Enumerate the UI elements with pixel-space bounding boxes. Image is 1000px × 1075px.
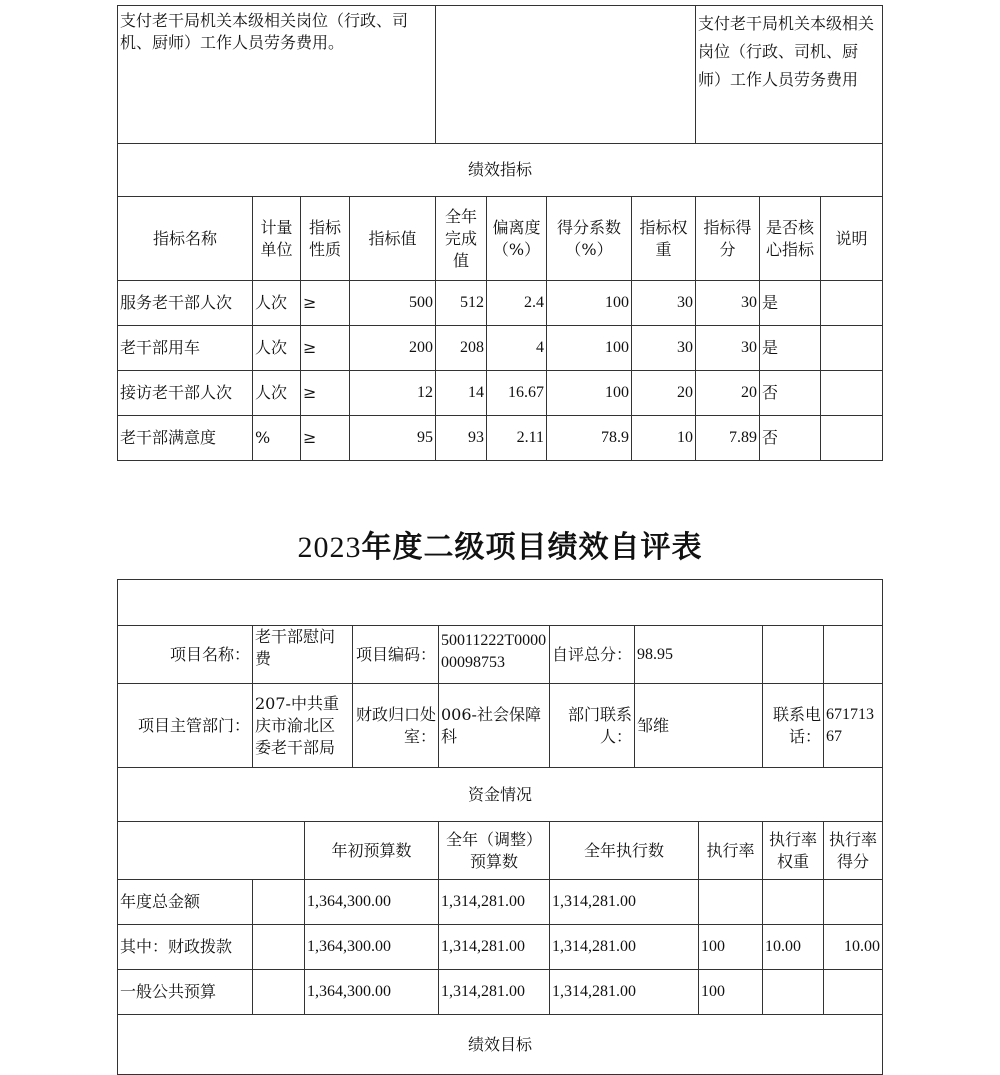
funds-score	[824, 880, 883, 925]
dept-label: 项目主管部门：	[118, 684, 253, 768]
cell-unit: 人次	[253, 326, 301, 371]
cell-is-core: 否	[760, 416, 821, 461]
header-indicator-name: 指标名称	[118, 197, 253, 281]
empty-cell	[118, 822, 305, 880]
phone-label: 联系电话：	[763, 684, 824, 768]
performance-indicator-table	[117, 5, 883, 461]
cell-name: 老干部满意度	[118, 416, 253, 461]
cell-is-core: 是	[760, 281, 821, 326]
table-row	[118, 416, 883, 461]
project-name-label: 项目名称：	[118, 626, 253, 684]
cell-note	[821, 371, 883, 416]
cell-deviation: 4	[487, 326, 547, 371]
empty-cell	[253, 925, 305, 970]
empty-cell	[436, 6, 696, 144]
funds-score: 10.00	[824, 925, 883, 970]
cell-name: 老干部用车	[118, 326, 253, 371]
header-initial-budget: 年初预算数	[305, 822, 439, 880]
blank-header-row	[118, 580, 883, 626]
cell-unit: 人次	[253, 371, 301, 416]
funds-weight	[763, 970, 824, 1015]
section-title-goals: 绩效目标	[118, 1015, 883, 1075]
cell-nature: ≥	[301, 371, 350, 416]
funds-executed: 1,314,281.00	[550, 925, 699, 970]
title-year: 2023	[297, 531, 362, 564]
funds-initial: 1,364,300.00	[305, 880, 439, 925]
self-score-value: 98.95	[635, 626, 763, 684]
funds-adjusted: 1,314,281.00	[439, 925, 550, 970]
dept-value: 207-中共重庆市渝北区委老干部局	[253, 684, 353, 768]
cell-coefficient: 100	[547, 281, 632, 326]
cell-note	[821, 416, 883, 461]
page-title	[0, 522, 1000, 566]
cell-weight: 30	[632, 326, 696, 371]
contact-value: 邹维	[635, 684, 763, 768]
purpose-left-text: 支付老干局机关本级相关岗位（行政、司机、厨师）工作人员劳务费用。	[120, 11, 409, 52]
cell-target: 12	[350, 371, 436, 416]
cell-weight: 20	[632, 371, 696, 416]
funds-rate	[699, 880, 763, 925]
cell-nature: ≥	[301, 326, 350, 371]
header-rate-score: 执行率得分	[824, 822, 883, 880]
header-score-coefficient: 得分系数（%）	[547, 197, 632, 281]
finance-value: 006-社会保障科	[439, 684, 550, 768]
empty-cell	[763, 626, 824, 684]
cell-score: 30	[696, 326, 760, 371]
section-title-funds: 资金情况	[118, 768, 883, 822]
header-nature: 指标性质	[301, 197, 350, 281]
project-code-value: 50011222T000000098753	[439, 626, 550, 684]
contact-label: 部门联系人：	[550, 684, 635, 768]
funds-initial: 1,364,300.00	[305, 970, 439, 1015]
header-deviation: 偏离度（%）	[487, 197, 547, 281]
cell-nature: ≥	[301, 281, 350, 326]
cell-actual: 93	[436, 416, 487, 461]
header-rate-weight: 执行率权重	[763, 822, 824, 880]
cell-coefficient: 100	[547, 371, 632, 416]
cell-unit: 人次	[253, 281, 301, 326]
phone-value: 67171367	[824, 684, 883, 768]
funds-row-label: 一般公共预算	[118, 970, 253, 1015]
cell-actual: 512	[436, 281, 487, 326]
cell-deviation: 16.67	[487, 371, 547, 416]
cell-name: 接访老干部人次	[118, 371, 253, 416]
empty-cell	[824, 626, 883, 684]
funds-row-label: 其中：财政拨款	[118, 925, 253, 970]
cell-target: 95	[350, 416, 436, 461]
header-executed: 全年执行数	[550, 822, 699, 880]
funds-row-label: 年度总金额	[118, 880, 253, 925]
cell-is-core: 是	[760, 326, 821, 371]
cell-note	[821, 326, 883, 371]
finance-label: 财政归口处室：	[353, 684, 439, 768]
table-row	[118, 925, 883, 970]
header-note: 说明	[821, 197, 883, 281]
table-row	[118, 970, 883, 1015]
empty-cell	[253, 880, 305, 925]
funds-executed: 1,314,281.00	[550, 880, 699, 925]
funds-weight: 10.00	[763, 925, 824, 970]
header-unit: 计量单位	[253, 197, 301, 281]
cell-coefficient: 100	[547, 326, 632, 371]
cell-actual: 14	[436, 371, 487, 416]
cell-target: 500	[350, 281, 436, 326]
cell-name: 服务老干部人次	[118, 281, 253, 326]
cell-note	[821, 281, 883, 326]
cell-target: 200	[350, 326, 436, 371]
cell-coefficient: 78.9	[547, 416, 632, 461]
header-score: 指标得分	[696, 197, 760, 281]
cell-deviation: 2.4	[487, 281, 547, 326]
cell-score: 7.89	[696, 416, 760, 461]
header-weight: 指标权重	[632, 197, 696, 281]
purpose-right-cell	[696, 6, 883, 144]
header-execution-rate: 执行率	[699, 822, 763, 880]
table-row	[118, 326, 883, 371]
project-code-label: 项目编码：	[353, 626, 439, 684]
funds-weight	[763, 880, 824, 925]
cell-is-core: 否	[760, 371, 821, 416]
title-text: 年度二级项目绩效自评表	[361, 530, 703, 565]
funds-adjusted: 1,314,281.00	[439, 970, 550, 1015]
purpose-right-text: 支付老干局机关本级相关岗位（行政、司机、厨师）工作人员劳务费用	[698, 14, 875, 89]
cell-score: 20	[696, 371, 760, 416]
funds-adjusted: 1,314,281.00	[439, 880, 550, 925]
purpose-left-cell	[118, 6, 436, 144]
table-row	[118, 880, 883, 925]
cell-weight: 10	[632, 416, 696, 461]
funds-score	[824, 970, 883, 1015]
cell-actual: 208	[436, 326, 487, 371]
cell-unit: %	[253, 416, 301, 461]
cell-deviation: 2.11	[487, 416, 547, 461]
section-title-indicators: 绩效指标	[118, 144, 883, 197]
table-row	[118, 371, 883, 416]
funds-rate: 100	[699, 970, 763, 1015]
project-name-value: 老干部慰问费	[253, 626, 353, 684]
funds-rate: 100	[699, 925, 763, 970]
table-row	[118, 281, 883, 326]
header-is-core: 是否核心指标	[760, 197, 821, 281]
project-self-evaluation-table	[117, 579, 883, 1075]
empty-cell	[253, 970, 305, 1015]
self-score-label: 自评总分：	[550, 626, 635, 684]
header-target-value: 指标值	[350, 197, 436, 281]
funds-initial: 1,364,300.00	[305, 925, 439, 970]
header-actual-value: 全年完成值	[436, 197, 487, 281]
header-adjusted-budget: 全年（调整）预算数	[439, 822, 550, 880]
funds-executed: 1,314,281.00	[550, 970, 699, 1015]
cell-weight: 30	[632, 281, 696, 326]
cell-nature: ≥	[301, 416, 350, 461]
cell-score: 30	[696, 281, 760, 326]
